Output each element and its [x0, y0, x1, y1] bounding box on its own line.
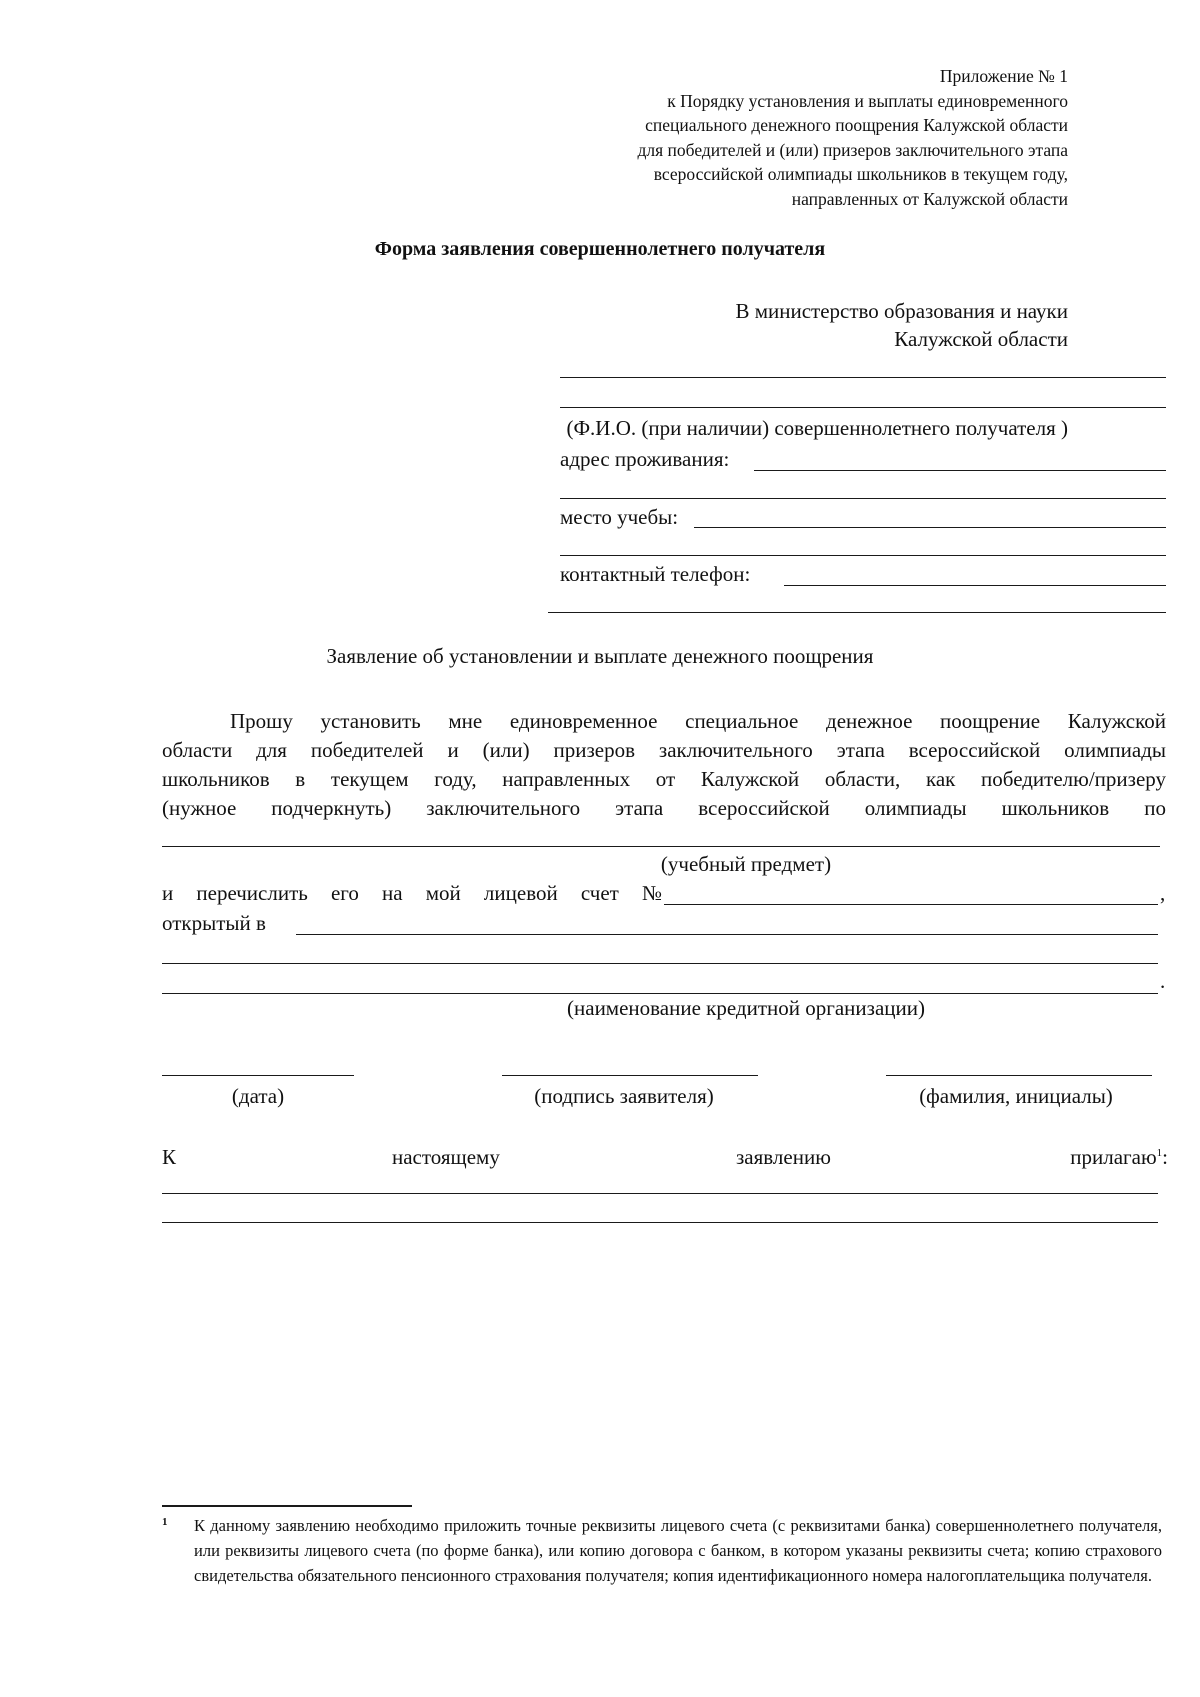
fio-caption: (Ф.И.О. (при наличии) совершеннолетнего получателя ) [566, 416, 1068, 440]
phone-field[interactable] [784, 585, 1166, 586]
form-title: Форма заявления совершеннолетнего получателя [374, 238, 826, 260]
attach-colon: : [1162, 1145, 1168, 1169]
end-period: . [1160, 969, 1166, 993]
footnote-separator [162, 1505, 412, 1507]
footnote-text: К данному заявлению необходимо приложить точные реквизиты лицевого счета (с реквизитами банка) совершеннолетнего получателя, или реквизиты лицевого счета (по форме банка), или копию договора с банком, в котором указаны реквизиты счета; копию страхового свидетельства обязательного пенсионного страхования получателя; копия идентификационного номера налогоплательщика получателя. [194, 1516, 1162, 1585]
study-field-line-2[interactable] [560, 555, 1166, 556]
paragraph-line: Прошу установить мне единовременное специальное денежное поощрение Калужской [230, 709, 1166, 733]
attach-word-4 [1070, 1145, 1168, 1170]
address-field-line-2[interactable] [560, 498, 1166, 499]
appendix-header [638, 64, 1069, 211]
appendix-line: к Порядку установления и выплаты единовременного [667, 90, 1068, 111]
application-paragraph [162, 707, 1166, 823]
signature-field[interactable] [502, 1075, 758, 1076]
appendix-line: направленных от Калужской области [791, 188, 1068, 209]
name-field[interactable] [886, 1075, 1152, 1076]
attach-word-3: заявлению [736, 1145, 831, 1169]
attach-word-1: К [162, 1145, 177, 1169]
bank-field[interactable] [296, 934, 1158, 935]
footnote [162, 1513, 1162, 1588]
subject-field[interactable] [162, 846, 1160, 847]
date-field[interactable] [162, 1075, 354, 1076]
paragraph-line: (нужное подчеркнуть) заключительного этапа всероссийской олимпиады школьников по [162, 796, 1166, 820]
attach-word-4-text: прилагаю [1070, 1145, 1157, 1169]
opened-label: открытый в [162, 911, 266, 935]
signature-caption: (подпись заявителя) [534, 1084, 714, 1108]
address-label: адрес проживания: [560, 447, 730, 471]
footnote-mark: 1 [162, 1516, 168, 1528]
appendix-line: для победителей и (или) призеров заключительного этапа [637, 139, 1068, 160]
appendix-line: всероссийской олимпиады школьников в текущем году, [653, 164, 1068, 184]
bank-field-line-3[interactable] [162, 993, 1158, 994]
appendix-line: специального денежного поощрения Калужской области [645, 115, 1068, 135]
attachments-field[interactable] [162, 1193, 1158, 1194]
addressee-line-1: В министерство образования и науки [735, 299, 1068, 323]
fio-blank-line-1[interactable] [560, 377, 1166, 378]
name-caption: (фамилия, инициалы) [919, 1084, 1113, 1108]
paragraph-line: школьников в текущем году, направленных от Калужской области, как победителю/призеру [162, 767, 1166, 791]
study-field[interactable] [694, 527, 1166, 528]
phone-label: контактный телефон: [560, 562, 751, 586]
account-comma: , [1160, 881, 1166, 905]
addressee-line-2: Калужской области [894, 327, 1068, 351]
subject-caption: (учебный предмет) [660, 852, 832, 876]
footnote-ref: 1 [1156, 1147, 1163, 1159]
application-heading: Заявление об установлении и выплате денежного поощрения [326, 644, 874, 668]
bank-field-line-2[interactable] [162, 963, 1158, 964]
addressee [735, 297, 1068, 353]
paragraph-line: области для победителей и (или) призеров заключительного этапа всероссийской олимпиады [162, 738, 1166, 762]
account-label: и перечислить его на мой лицевой счет № [162, 881, 662, 905]
study-label: место учебы: [560, 505, 679, 529]
account-number-field[interactable] [664, 904, 1158, 905]
attachments-field-line-2[interactable] [162, 1222, 1158, 1223]
bank-caption: (наименование кредитной организации) [567, 996, 925, 1020]
date-caption: (дата) [231, 1084, 285, 1108]
attach-word-2: настоящему [392, 1145, 500, 1169]
address-field[interactable] [754, 470, 1166, 471]
fio-blank-line-2[interactable] [560, 407, 1166, 408]
appendix-line: Приложение № 1 [939, 66, 1068, 86]
phone-field-line-2[interactable] [548, 612, 1166, 613]
